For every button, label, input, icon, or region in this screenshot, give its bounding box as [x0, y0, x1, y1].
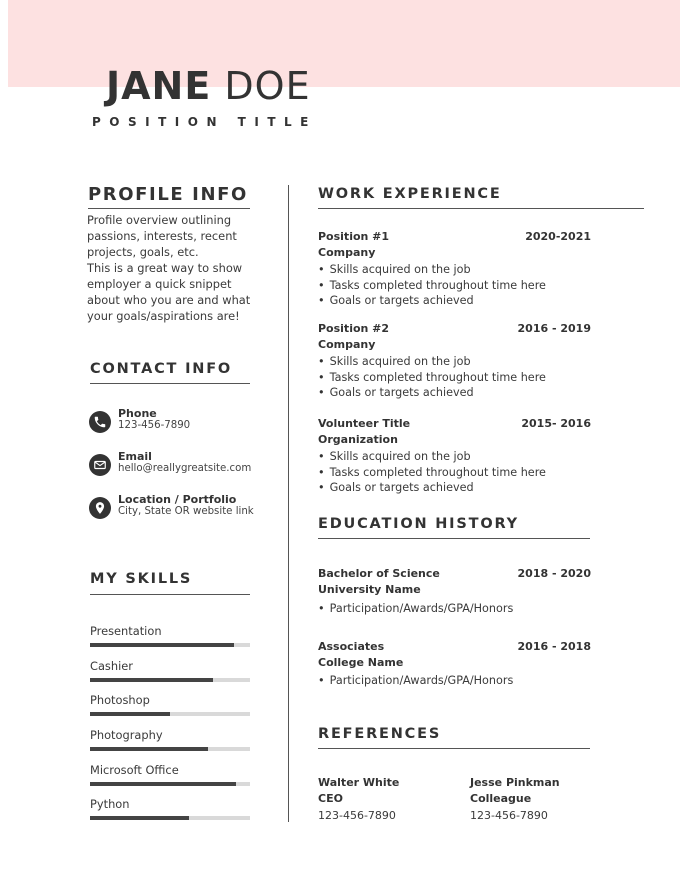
contact-value: hello@reallygreatsite.com — [118, 463, 252, 474]
skill-bar-fill — [90, 747, 208, 751]
job-bullet: • Skills acquired on the job — [318, 449, 591, 465]
skill-name: Presentation — [90, 624, 162, 638]
phone-icon — [89, 411, 111, 433]
work-experience-rule — [318, 208, 644, 209]
job-title: Position #1 — [318, 230, 390, 243]
skill-name: Microsoft Office — [90, 763, 179, 777]
skill-bar-fill — [90, 643, 234, 647]
work-experience-heading: WORK EXPERIENCE — [318, 186, 502, 202]
location-pin-icon — [89, 497, 111, 519]
education-rule — [318, 538, 590, 539]
contact-label: Location / Portfolio — [118, 493, 237, 506]
contact-label: Phone — [118, 407, 157, 420]
job-organization: Company — [318, 338, 376, 351]
degree: Bachelor of Science — [318, 567, 440, 580]
degree: Associates — [318, 640, 385, 653]
profile-line: passions, interests, recent — [87, 229, 237, 243]
skill-item — [90, 763, 250, 777]
contact-label: Email — [118, 450, 152, 463]
job-dates: 2020-2021 — [525, 230, 591, 243]
job-dates: 2016 - 2019 — [517, 322, 591, 335]
work-entry — [318, 230, 591, 309]
candidate-name — [106, 64, 311, 108]
skill-item — [90, 624, 250, 638]
profile-info-rule — [88, 208, 250, 209]
work-entry — [318, 322, 591, 401]
contact-value: 123-456-7890 — [118, 420, 191, 431]
job-organization: Company — [318, 246, 376, 259]
education-bullet: • Participation/Awards/GPA/Honors — [318, 601, 591, 617]
profile-line: projects, goals, etc. — [87, 245, 199, 259]
reference-role: CEO — [318, 792, 343, 805]
profile-line: employer a quick snippet — [87, 277, 232, 291]
job-bullet: • Goals or targets achieved — [318, 480, 591, 496]
skill-name: Python — [90, 797, 130, 811]
skill-item — [90, 728, 250, 742]
skill-item — [90, 659, 250, 673]
education-dates: 2018 - 2020 — [517, 567, 591, 580]
reference-role: Colleague — [470, 792, 532, 805]
contact-info-rule — [90, 383, 250, 384]
education-bullet: • Participation/Awards/GPA/Honors — [318, 673, 591, 689]
job-bullet: • Skills acquired on the job — [318, 262, 591, 278]
profile-line: your goals/aspirations are! — [87, 309, 240, 323]
skill-item — [90, 797, 250, 811]
work-entry — [318, 417, 591, 496]
reference-name: Walter White — [318, 776, 400, 789]
skill-bar-track — [90, 678, 250, 682]
job-bullet: • Tasks completed throughout time here — [318, 278, 591, 294]
skill-item — [90, 693, 250, 707]
skill-bar-fill — [90, 782, 236, 786]
job-organization: Organization — [318, 433, 398, 446]
contact-value: City, State OR website link — [118, 506, 254, 517]
profile-summary — [87, 212, 257, 324]
skill-bar-track — [90, 816, 250, 820]
education-entry — [318, 640, 591, 689]
skill-bar-track — [90, 782, 250, 786]
skill-name: Cashier — [90, 659, 133, 673]
job-bullet: • Goals or targets achieved — [318, 293, 591, 309]
reference-entry — [470, 776, 560, 822]
skill-name: Photography — [90, 728, 163, 742]
education-heading: EDUCATION HISTORY — [318, 516, 519, 532]
skill-bar-track — [90, 643, 250, 647]
school-name: College Name — [318, 656, 404, 669]
profile-info-heading: PROFILE INFO — [88, 184, 248, 205]
skills-rule — [90, 594, 250, 595]
skills-heading: MY SKILLS — [90, 571, 193, 587]
column-divider — [288, 185, 289, 822]
school-name: University Name — [318, 583, 421, 596]
last-name: DOE — [224, 64, 311, 108]
skill-name: Photoshop — [90, 693, 150, 707]
job-title: Position #2 — [318, 322, 390, 335]
skill-bar-fill — [90, 816, 189, 820]
profile-line: about who you are and what — [87, 293, 251, 307]
job-title: Volunteer Title — [318, 417, 411, 430]
profile-line: Profile overview outlining — [87, 213, 232, 227]
first-name: JANE — [106, 64, 212, 108]
skill-bar-fill — [90, 712, 170, 716]
reference-name: Jesse Pinkman — [470, 776, 560, 789]
education-dates: 2016 - 2018 — [517, 640, 591, 653]
skill-bar-track — [90, 747, 250, 751]
job-bullet: • Tasks completed throughout time here — [318, 465, 591, 481]
education-entry — [318, 567, 591, 617]
job-bullet: • Tasks completed throughout time here — [318, 370, 591, 386]
reference-entry — [318, 776, 399, 822]
job-bullet: • Goals or targets achieved — [318, 385, 591, 401]
position-title: POSITION TITLE — [92, 115, 317, 129]
job-dates: 2015- 2016 — [521, 417, 591, 430]
contact-info-heading: CONTACT INFO — [90, 361, 233, 377]
profile-line: This is a great way to show — [87, 261, 243, 275]
skill-bar-track — [90, 712, 250, 716]
reference-phone: 123-456-7890 — [318, 809, 396, 822]
skill-bar-fill — [90, 678, 213, 682]
job-bullet: • Skills acquired on the job — [318, 354, 591, 370]
references-heading: REFERENCES — [318, 726, 442, 742]
mail-icon — [89, 454, 111, 476]
reference-phone: 123-456-7890 — [470, 809, 548, 822]
references-rule — [318, 748, 590, 749]
